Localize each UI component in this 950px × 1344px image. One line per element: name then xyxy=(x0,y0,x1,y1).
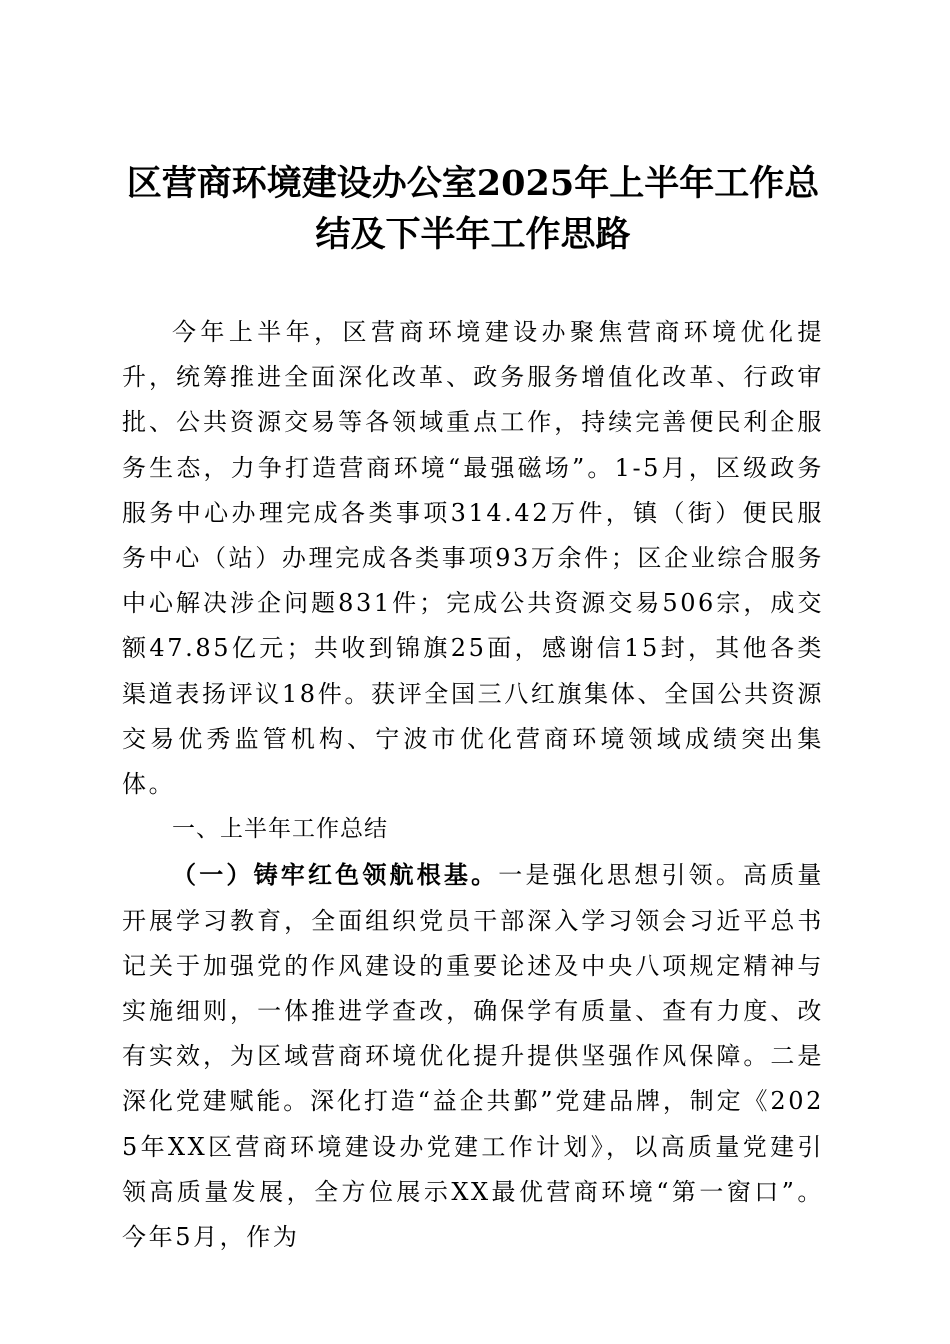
document-title xyxy=(122,158,824,260)
subsection-title: （一）铸牢红色领航根基。 xyxy=(172,860,499,890)
document-body xyxy=(122,310,824,1260)
subsection-paragraph xyxy=(122,852,824,1260)
section-heading: 一、上半年工作总结 xyxy=(172,816,388,843)
document-title-line-1: 区营商环境建设办公室2025年上半年工作总 xyxy=(126,163,820,204)
subsection-text: 一是强化思想引领。高质量开展学习教育，全面组织党员干部深入学习领会习近平总书记关于加强党的作风建设的重要论述及中央八项规定精神与实施细则，一体推进学查改，确保学有质量、查有力度、改有实效，为区域营商环境优化提升提供坚强作风保障。二是深化党建赋能。深化打造“益企共鄞”党建品牌，制定《2025年XX区营商环境建设办党建工作计划》，以高质量党建引领高质量发展，全方位展示XX最优营商环境“第一窗口”。今年5月，作为 xyxy=(122,861,824,1252)
document-title-line-2: 结及下半年工作思路 xyxy=(315,214,631,255)
intro-paragraph: 今年上半年，区营商环境建设办聚焦营商环境优化提升，统筹推进全面深化改革、政务服务增值化改革、行政审批、公共资源交易等各领域重点工作，持续完善便民利企服务生态，力争打造营商环境“最强磁场”。1-5月，区级政务服务中心办理完成各类事项314.42万件，镇（街）便民服务中心（站）办理完成各类事项93万余件；区企业综合服务中心解决涉企问题831件；完成公共资源交易506宗，成交额47.85亿元；共收到锦旗25面，感谢信15封，其他各类渠道表扬评议18件。获评全国三八红旗集体、全国公共资源交易优秀监管机构、宁波市优化营商环境领域成绩突出集体。 xyxy=(122,318,824,799)
